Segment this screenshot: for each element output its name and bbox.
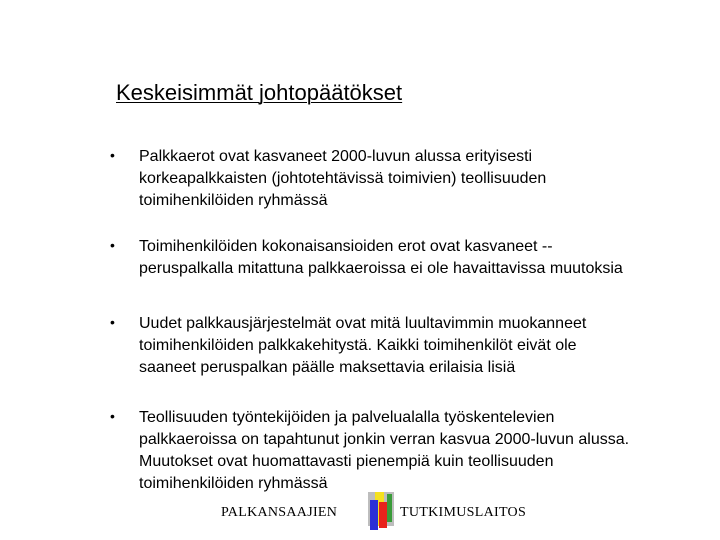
bullet-text: Uudet palkkausjärjestelmät ovat mitä luultavimmin muokanneet toimihenkilöiden palkkakehitystä. Kaikki toimihenkilöt eivät ole saaneet peruspalkan päälle maksettavia erilaisia lisiä [139, 315, 587, 376]
slide-title: Keskeisimmät johtopäätökset [116, 80, 403, 105]
footer-left-text: PALKANSAAJIEN [221, 505, 338, 520]
bullet-dot: • [110, 237, 115, 253]
footer-right-text: TUTKIMUSLAITOS [400, 505, 527, 520]
bullet-dot: • [110, 314, 115, 330]
bullet-text: Palkkaerot ovat kasvaneet 2000-luvun alussa erityisesti korkeapalkkaisten (johtotehtävissä toimivien) teollisuuden toimihenkilöiden ryhmässä [139, 148, 547, 209]
institute-logo-icon [366, 490, 396, 532]
bullet-text: Toimihenkilöiden kokonaisansioiden erot ovat kasvaneet -- peruspalkalla mitattuna palkkaeroissa ei ole havaittavissa muutoksia [139, 238, 623, 277]
bullet-text: Teollisuuden työntekijöiden ja palvelualalla työskentelevien palkkaeroissa on tapahtunut jonkin verran kasvua 2000-luvun alussa. Muutokset ovat huomattavasti pienempiä kuin teollisuuden toimihenkilöiden ryhmässä [139, 409, 630, 492]
bullet-dot: • [110, 408, 115, 424]
bullet-dot: • [110, 147, 115, 163]
